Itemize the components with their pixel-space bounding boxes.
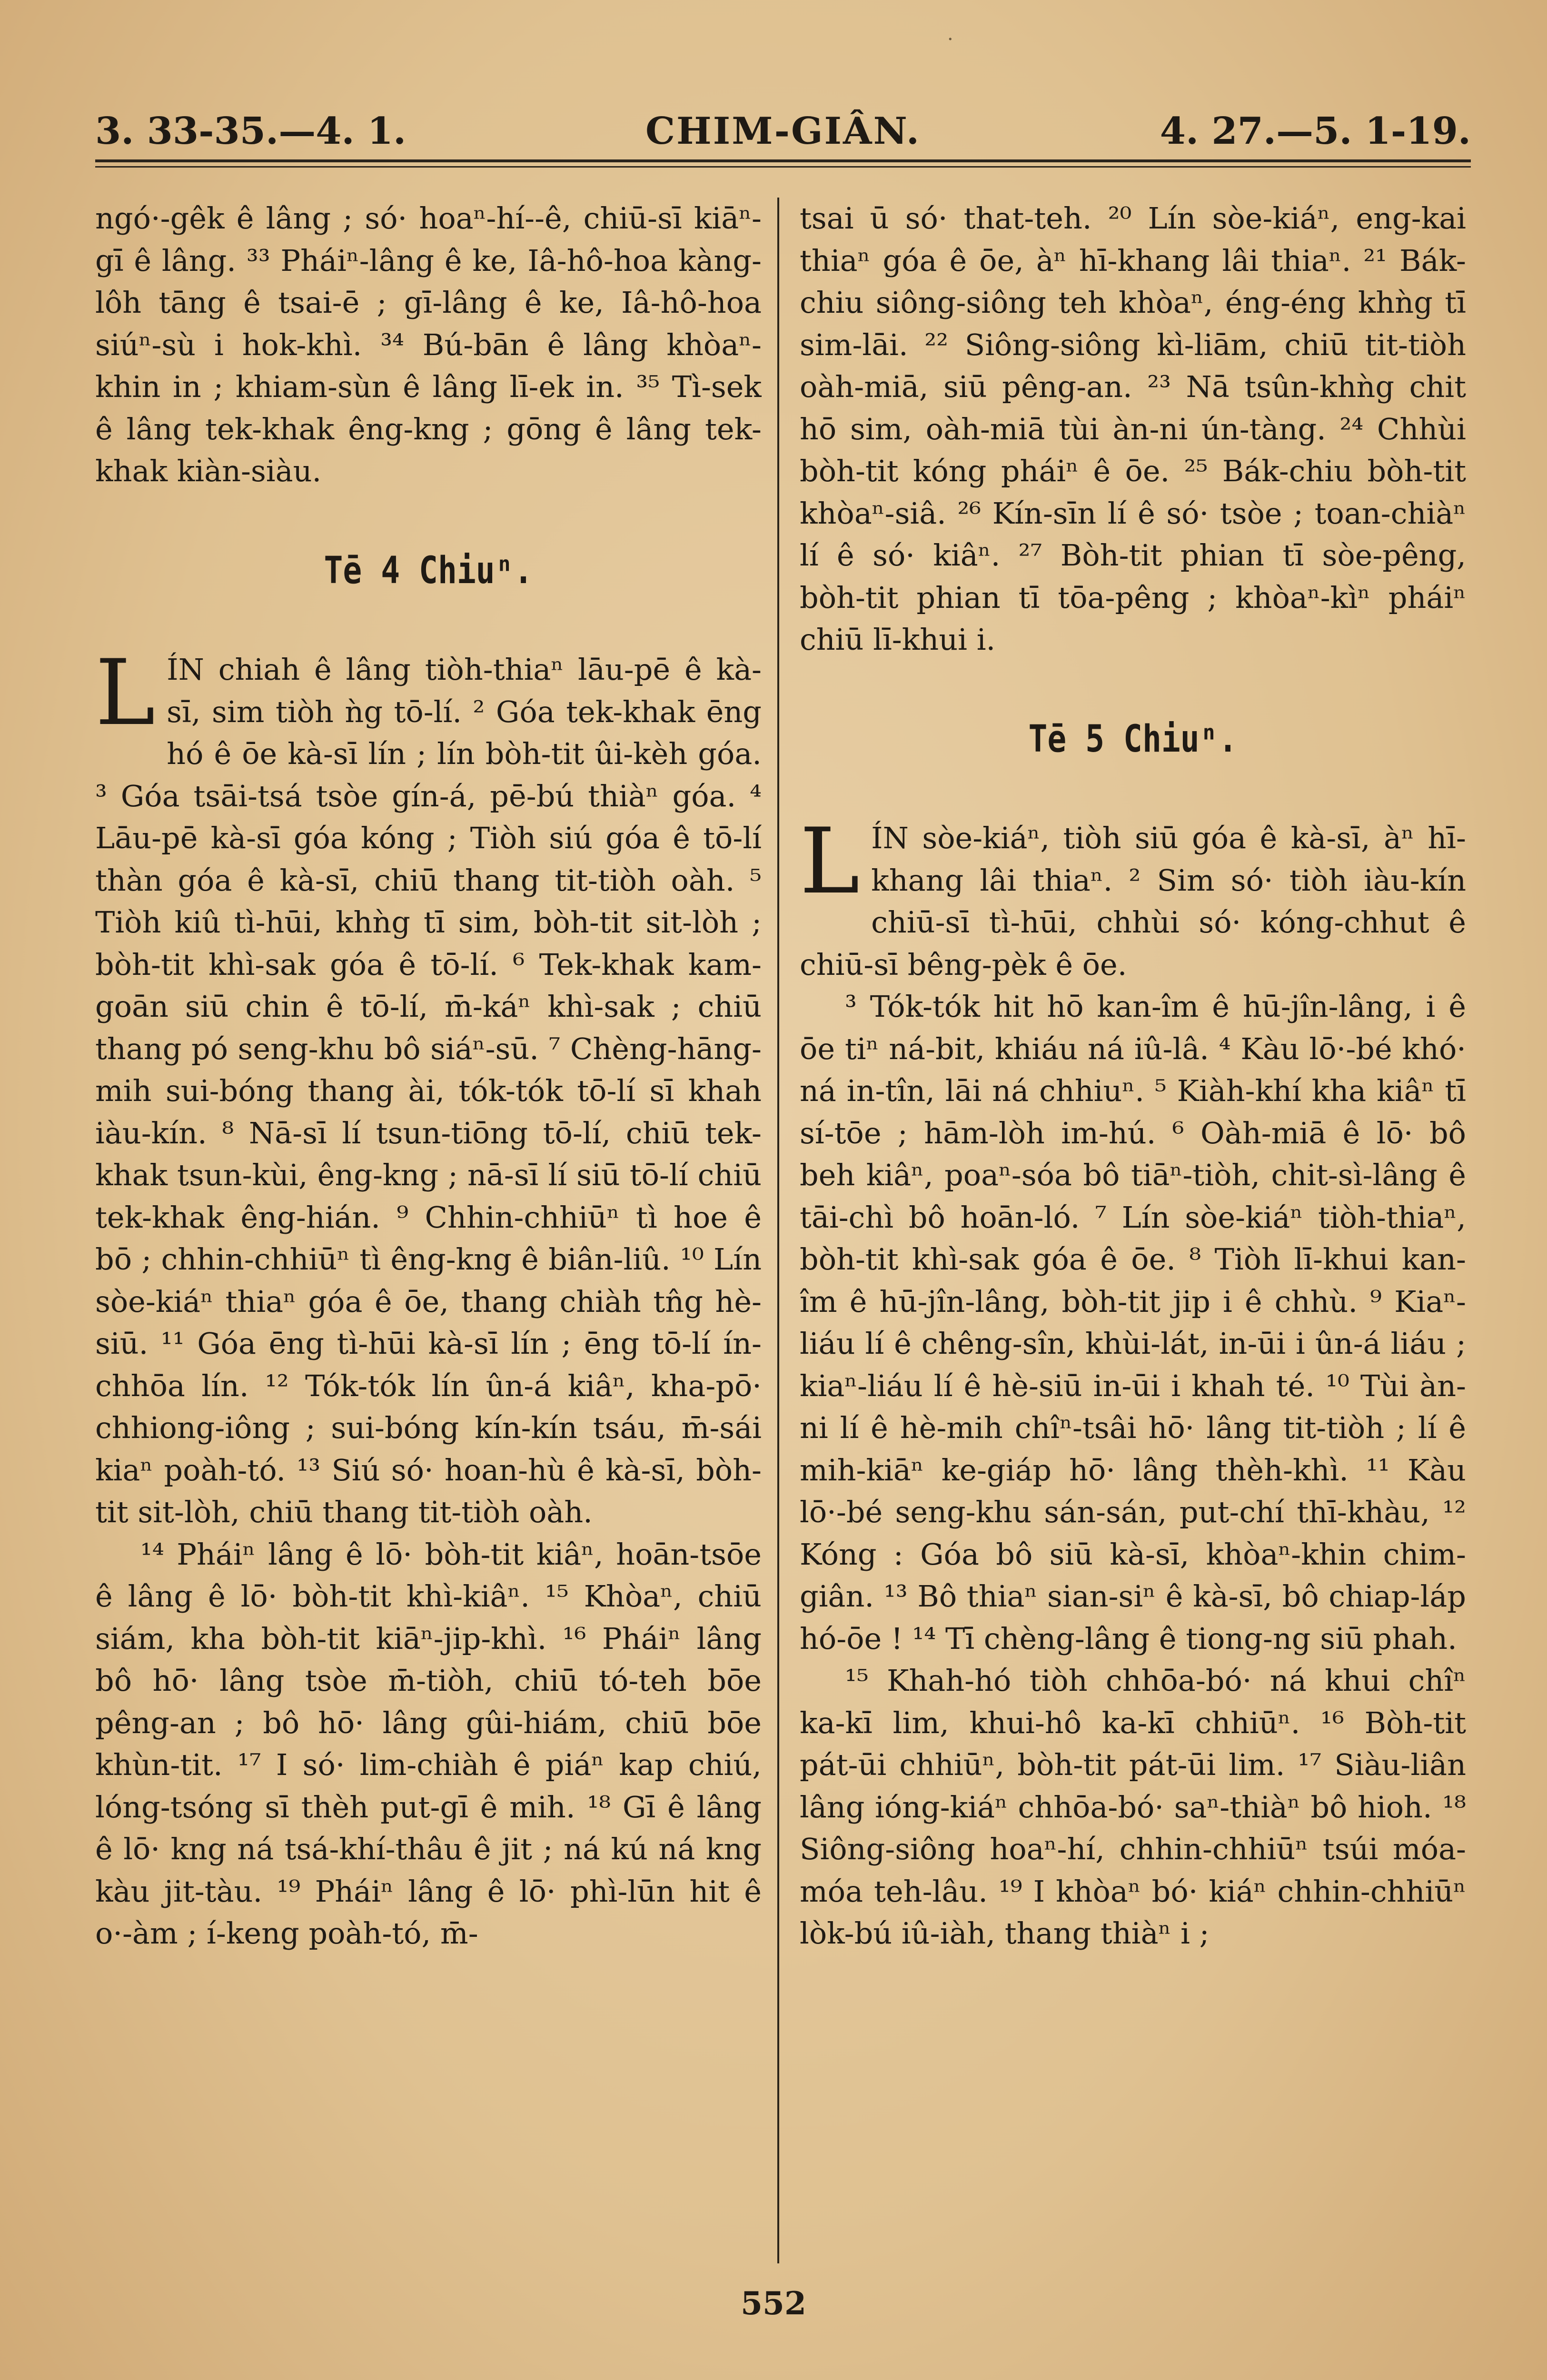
running-header [95, 109, 1471, 167]
header-right-reference: 4. 27.—5. 1-19. [1160, 109, 1471, 153]
chapter-4-heading: Tē 4 Chiuⁿ. [324, 549, 533, 592]
drop-cap: L [95, 640, 156, 745]
chapter-5-text: ÍN sòe-kiáⁿ, tiòh siū góa ê kà-sī, àⁿ hī-khang lâi thiaⁿ. ² Sim só· tiòh iàu-kín chiū-sī tì-hūi, chhùi só· kóng-chhut ê chiū-sī bêng-pèk ê ōe. [800, 821, 1466, 982]
drop-cap: L [800, 809, 860, 914]
chapter-5-heading: Tē 5 Chiuⁿ. [1028, 717, 1238, 761]
chapter-4-text: ÍN chiah ê lâng tiòh-thiaⁿ lāu-pē ê kà-sī, sim tiòh ǹg tō-lí. ² Góa tek-khak ēng hó ê ōe kà-sī lín ; lín bòh-tit ûi-kèh góa. ³ Góa tsāi-tsá tsòe gín-á, pē-bú thiàⁿ góa. ⁴ Lāu-pē kà-sī góa kóng ; Tiòh siú góa ê tō-lí thàn góa ê kà-sī, chiū thang tit-tiòh oàh. ⁵ Tiòh kiû tì-hūi, khǹg tī sim, bòh-tit sit-lòh ; bòh-tit khì-sak góa ê tō-lí. ⁶ Tek-khak kam-goān siū chin ê tō-lí, m̄-káⁿ khì-sak ; chiū thang pó seng-khu bô siáⁿ-sū. ⁷ Chèng-hāng-mih sui-bóng thang ài, tók-tók tō-lí sī khah iàu-kín. ⁸ Nā-sī lí tsun-tiōng tō-lí, chiū tek-khak tsun-kùi, êng-kng ; nā-sī lí siū tō-lí chiū tek-khak êng-hián. ⁹ Chhin-chhiūⁿ tì hoe ê bō ; chhin-chhiūⁿ tì êng-kng ê biân-liû. ¹⁰ Lín sòe-kiáⁿ thiaⁿ góa ê ōe, thang chiàh tn̂g hè-siū. ¹¹ Góa ēng tì-hūi kà-sī lín ; ēng tō-lí ín-chhōa lín. ¹² Tók-tók lín ûn-á kiâⁿ, kha-pō· chhiong-iông ; sui-bóng kín-kín tsáu, m̄-sái kiaⁿ poàh-tó. ¹³ Siú só· hoan-hù ê kà-sī, bòh-tit sit-lòh, chiū thang tit-tiòh oàh. [95, 652, 762, 1529]
chapter-5-second-paragraph: ³ Tók-tók hit hō kan-îm ê hū-jîn-lâng, i ê ōe tiⁿ ná-bit, khiáu ná iû-lâ. ⁴ Kàu lō·-bé khó· ná in-tîn, lāi ná chhiuⁿ. ⁵ Kiàh-khí kha kiâⁿ tī sí-tōe ; hām-lòh im-hú. ⁶ Oàh-miā ê lō· bô beh kiâⁿ, poaⁿ-sóa bô tiāⁿ-tiòh, chit-sì-lâng ê tāi-chì bô hoān-ló. ⁷ Lín sòe-kiáⁿ tiòh-thiaⁿ, bòh-tit khì-sak góa ê ōe. ⁸ Tiòh lī-khui kan-îm ê hū-jîn-lâng, bòh-tit jip i ê chhù. ⁹ Kiaⁿ-liáu lí ê chêng-sîn, khùi-lát, in-ūi i ûn-á liáu ; kiaⁿ-liáu lí ê hè-siū in-ūi i khah té. ¹⁰ Tùi àn-ni lí ê hè-mih chîⁿ-tsâi hō· lâng tit-tiòh ; lí ê mih-kiāⁿ ke-giáp hō· lâng thèh-khì. ¹¹ Kàu lō·-bé seng-khu sán-sán, put-chí thī-khàu, ¹² Kóng : Góa bô siū kà-sī, khòaⁿ-khin chim-giân. ¹³ Bô thiaⁿ sian-siⁿ ê kà-sī, bô chiap-láp hó-ōe ! ¹⁴ Tī chèng-lâng ê tiong-ng siū phah. [800, 989, 1466, 1656]
header-rule-thin [95, 166, 1471, 168]
column-divider [777, 198, 779, 2263]
header-left-reference: 3. 33-35.—4. 1. [95, 109, 407, 153]
header-title: CHIM-GIÂN. [645, 109, 921, 153]
chapter-5-first-paragraph [800, 809, 1466, 986]
right-intro-paragraph: tsai ū só· that-teh. ²⁰ Lín sòe-kiáⁿ, eng-kai thiaⁿ góa ê ōe, àⁿ hī-khang lâi thiaⁿ. ²¹ Bák-chiu siông-siông teh khòaⁿ, éng-éng khǹg tī sim-lāi. ²² Siông-siông kì-liām, chiū tit-tiòh oàh-miā, siū pêng-an. ²³ Nā tsûn-khǹg chit hō sim, oàh-miā tùi àn-ni ún-tàng. ²⁴ Chhùi bòh-tit kóng pháiⁿ ê ōe. ²⁵ Bák-chiu bòh-tit khòaⁿ-siâ. ²⁶ Kín-sīn lí ê só· tsòe ; toan-chiàⁿ lí ê só· kiâⁿ. ²⁷ Bòh-tit phian tī sòe-pêng, bòh-tit phian tī tōa-pêng ; khòaⁿ-kìⁿ pháiⁿ chiū lī-khui i. [800, 201, 1466, 657]
page-number: 552 [741, 2285, 806, 2322]
left-intro-paragraph: ngó·-gêk ê lâng ; só· hoaⁿ-hí--ê, chiū-sī kiāⁿ-gī ê lâng. ³³ Pháiⁿ-lâng ê ke, Iâ-hô-hoa kàng-lôh tāng ê tsai-ē ; gī-lâng ê ke, Iâ-hô-hoa siúⁿ-sù i hok-khì. ³⁴ Bú-bān ê lâng khòaⁿ-khin in ; khiam-sùn ê lâng lī-ek in. ³⁵ Tì-sek ê lâng tek-khak êng-kng ; gōng ê lâng tek-khak kiàn-siàu. [95, 201, 762, 488]
chapter-4-second-paragraph: ¹⁴ Pháiⁿ lâng ê lō· bòh-tit kiâⁿ, hoān-tsōe ê lâng ê lō· bòh-tit khì-kiâⁿ. ¹⁵ Khòaⁿ, chiū siám, kha bòh-tit kiāⁿ-jip-khì. ¹⁶ Pháiⁿ lâng bô hō· lâng tsòe m̄-tiòh, chiū tó-teh bōe pêng-an ; bô hō· lâng gûi-hiám, chiū bōe khùn-tit. ¹⁷ I só· lim-chiàh ê piáⁿ kap chiú, lóng-tsóng sī thèh put-gī ê mih. ¹⁸ Gī ê lâng ê lō· kng ná tsá-khí-thâu ê jit ; ná kú ná kng kàu jit-tàu. ¹⁹ Pháiⁿ lâng ê lō· phì-lūn hit ê o·-àm ; í-keng poàh-tó, m̄- [95, 1537, 762, 1951]
chapter-5-third-paragraph: ¹⁵ Khah-hó tiòh chhōa-bó· ná khui chîⁿ ka-kī lim, khui-hô ka-kī chhiūⁿ. ¹⁶ Bòh-tit pát-ūi chhiūⁿ, bòh-tit pát-ūi lim. ¹⁷ Siàu-liân lâng ióng-kiáⁿ chhōa-bó· saⁿ-thiàⁿ bô hioh. ¹⁸ Siông-siông hoaⁿ-hí, chhin-chhiūⁿ tsúi móa-móa teh-lâu. ¹⁹ I khòaⁿ bó· kiáⁿ chhin-chhiūⁿ lòk-bú iû-iàh, thang thiàⁿ i ; [800, 1663, 1466, 1951]
page-mark: · [947, 29, 953, 50]
left-column [95, 198, 762, 2230]
chapter-4-first-paragraph [95, 640, 762, 1534]
header-rule [95, 159, 1471, 162]
right-column [800, 198, 1466, 2230]
